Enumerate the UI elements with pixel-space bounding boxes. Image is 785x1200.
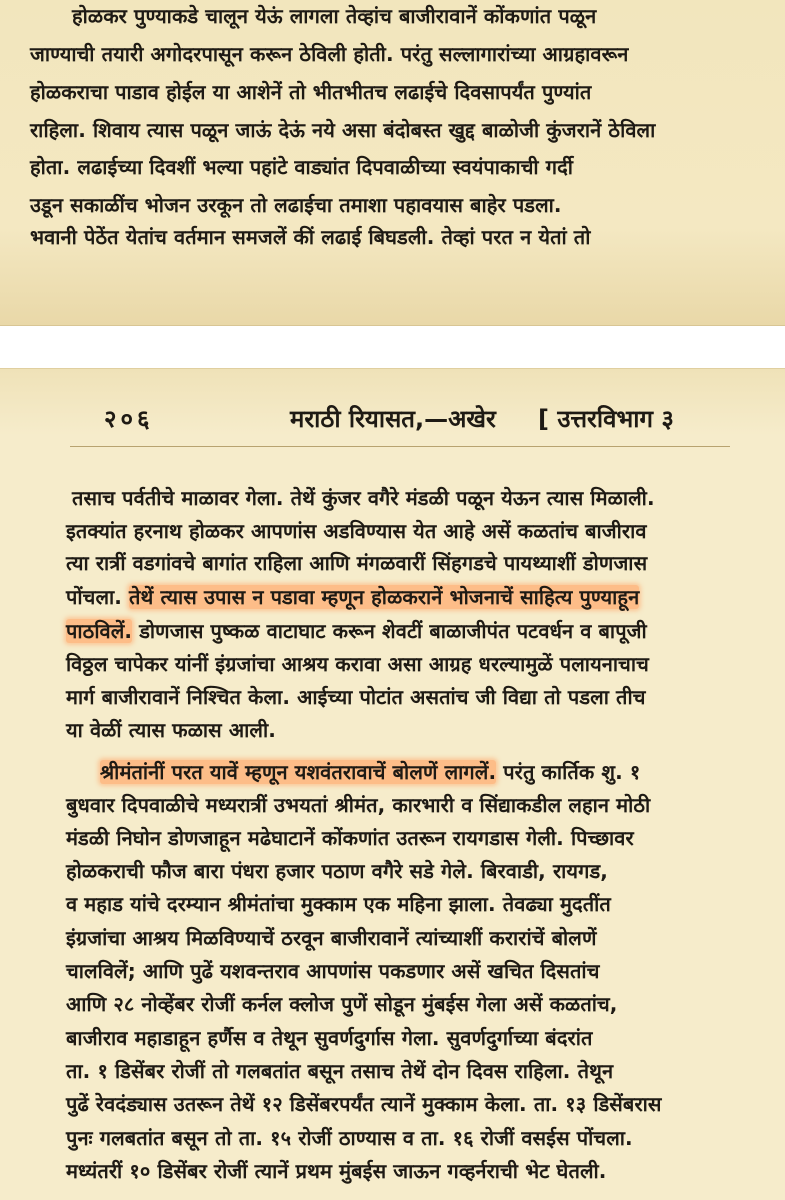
text-line: होता. लढाईच्या दिवशीं भल्या पहांटे वाड्यांत दिपवाळीच्या स्वयंपाकाची गर्दी [30, 155, 573, 179]
text-line: होळकराचा पाडाव होईल या आशेनें तो भीतभीतच लढाईचे दिवसापर्यंत पुण्यांत [30, 80, 592, 104]
text-line: राहिला. शिवाय त्यास पळून जाऊं देऊं नये असा बंदोबस्त खुद्द बाळोजी कुंजरानें ठेविला [30, 118, 656, 142]
text-segment: आणि २८ नोव्हेंबर रोजीं कर्नल क्लोज पुणें सोडून मुंबईस गेला असें कळतांच, [66, 992, 618, 1016]
text-line [66, 791, 650, 819]
text-segment: पुनः गलबतांत बसून तो ता. १५ रोजीं ठाण्यास व ता. १६ रोजीं वसईस पोंचला. [66, 1126, 633, 1150]
header-rule [70, 446, 730, 447]
text-line [66, 990, 618, 1018]
text-segment: ता. १ डिसेंबर रोजीं तो गलबतांत बसून तसाच तेथें दोन दिवस राहिला. तेथून [66, 1059, 614, 1083]
text-line [72, 484, 655, 512]
text-line [66, 583, 639, 611]
text-line [66, 683, 646, 711]
text-segment: इतक्यांत हरनाथ होळकर आपणांस अडविण्यास येत आहे असें कळतांच बाजीराव [66, 519, 647, 543]
text-line [66, 1157, 607, 1185]
text-line [66, 549, 647, 577]
page-header [0, 402, 785, 436]
top-page-scan [0, 0, 785, 326]
text-segment: विठ्ठल चापेकर यांनीं इंग्रजांचा आश्रय करावा असा आग्रह धरल्यामुळें पलायनाचाच [66, 652, 649, 676]
text-line [66, 857, 608, 885]
book-title: मराठी रियासत,—अखेर [290, 405, 496, 433]
text-line [100, 758, 640, 786]
text-segment: मंडळी निघोन डोणजाहून मढेघाटानें कोंकणांत उतरून रायगडास गेली. पिच्छावर [66, 826, 634, 850]
text-line: जाण्याची तयारी अगोदरपासून करून ठेविली होती. परंतु सल्लागारांच्या आग्रहावरून [30, 42, 629, 66]
text-line [66, 890, 611, 918]
section-label: [ उत्तरविभाग ३ [538, 405, 674, 433]
highlighted-text: तेथें त्यास उपास न पडावा म्हणून होळकरानें भोजनाचें साहित्य पुण्याहून [129, 585, 640, 609]
text-line [66, 957, 600, 985]
highlighted-text: पाठविलें. [66, 619, 133, 643]
text-line [66, 824, 634, 852]
text-line [66, 1124, 633, 1152]
text-line [66, 1057, 613, 1085]
text-segment: त्या रात्रीं वडगांवचे बागांत राहिला आणि मंगळवारीं सिंहगडचे पायथ्याशीं डोणजास [66, 551, 648, 575]
text-line [66, 517, 647, 545]
text-segment: चालविलें; आणि पुढें यशवन्तराव आपणांस पकडणार असें खचित दिसतांच [66, 959, 600, 983]
highlighted-text: श्रीमंतांनीं परत यावें म्हणून यशवंतरावाचें बोलणें लागलें. [100, 760, 497, 784]
text-line [66, 924, 597, 952]
page-gap [0, 326, 785, 368]
text-segment: व महाड यांचे दरम्यान श्रीमंतांचा मुक्काम एक महिना झाला. तेवढ्या मुदतींत [66, 892, 611, 916]
text-line: उडून सकाळींच भोजन उरकून तो लढाईचा तमाशा पहावयास बाहेर पडला. [30, 193, 562, 217]
text-line [66, 716, 276, 744]
text-segment: मार्ग बाजीरावानें निश्चित केला. आईच्या पोटांत असतांच जी विद्या तो पडला तीच [66, 685, 646, 709]
text-segment: बाजीराव महाडाहून हर्णैस व तेथून सुवर्णदुर्गास गेला. सुवर्णदुर्गाच्या बंदरांत [66, 1026, 593, 1050]
text-line [66, 617, 647, 645]
text-segment: मध्यंतरीं १० डिसेंबर रोजीं त्यानें प्रथम मुंबईस जाऊन गव्हर्नराची भेट घेतली. [66, 1159, 607, 1183]
text-segment: डोणजास पुष्कळ वाटाघाट करून शेवटीं बाळाजीपंत पटवर्धन व बापूजी [132, 619, 647, 643]
text-segment: पुढें रेवदंड्यास उतरून तेथें १२ डिसेंबरपर्यंत त्यानें मुक्काम केला. ता. १३ डिसेंबरास [66, 1092, 662, 1116]
text-line [66, 1090, 662, 1118]
text-line: होळकर पुण्याकडे चालून येऊं लागला तेव्हांच बाजीरावानें कोंकणांत पळून [72, 4, 597, 28]
text-segment: इंग्रजांचा आश्रय मिळविण्याचें ठरवून बाजीरावानें त्यांच्याशीं करारांचें बोलणें [66, 926, 597, 950]
page-number: २०६ [104, 405, 154, 433]
text-segment: होळकराची फौज बारा पंधरा हजार पठाण वगैरे सडे गेले. बिरवाडी, रायगड, [66, 859, 608, 883]
text-line [66, 1024, 593, 1052]
text-segment: तसाच पर्वतीचे माळावर गेला. तेथें कुंजर वगैरे मंडळी पळून येऊन त्यास मिळाली. [72, 486, 655, 510]
text-segment: बुधवार दिपवाळीचे मध्यरात्रीं उभयतां श्रीमंत, कारभारी व सिंद्याकडील लहान मोठी [66, 793, 651, 817]
text-segment: पोंचला. [66, 585, 130, 609]
text-line [66, 650, 649, 678]
text-segment: या वेळीं त्यास फळास आली. [66, 718, 276, 742]
text-line: भवानी पेठेंत येतांच वर्तमान समजलें कीं लढाई बिघडली. तेव्हां परत न येतां तो [30, 225, 591, 249]
text-segment: परंतु कार्तिक शु. १ [496, 760, 641, 784]
